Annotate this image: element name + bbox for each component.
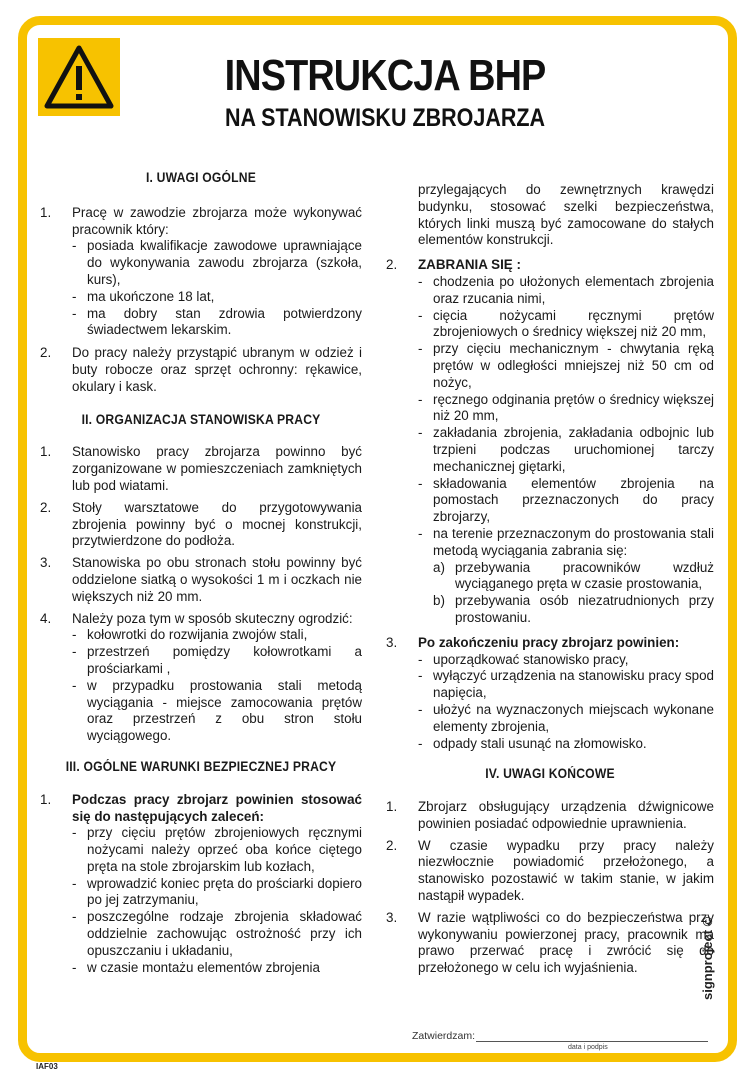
sub-item: - wyłączyć urządzenia na stanowisku pracy spod napięcia, (418, 668, 714, 701)
approve-label: Zatwierdzam: (412, 1030, 476, 1042)
list-item: 1. Pracę w zawodzie zbrojarza może wykonywać pracownik który: - posiada kwalifikacje zawodowe uprawniające do wykonywania zawodu zbrojarza (szkoła, kurs), - ma ukończone 18 lat, - ma dobry stan zdrowia potwierdzony świadectwem lekarskim. (40, 204, 362, 338)
right-column (386, 182, 714, 977)
letter-item: b) przebywania osób niezatrudnionych przy prostowaniu. (433, 593, 714, 625)
sub-item: - zakładania zbrojenia, zakładania odbojnic lub trzpieni podczas uruchomionej tarczy mechanicznej giętarki, (418, 425, 714, 474)
sign-code: IAF03 (36, 1062, 58, 1071)
sub-item: - przy cięciu mechanicznym - chwytania ręką prętów w odległości mniejszej niż 50 cm od nożyc, (418, 341, 714, 390)
section-heading: III. OGÓLNE WARUNKI BEZPIECZNEJ PRACY (65, 758, 337, 774)
sub-item: - posiada kwalifikacje zawodowe uprawniające do wykonywania zawodu zbrojarza (szkoła, kurs), (72, 238, 362, 287)
list-item: 2. Do pracy należy przystąpić ubranym w odzież i buty robocze oraz sprzęt ochronny: rękawice, okulary i kask. (40, 345, 362, 394)
sub-item: - w czasie montażu elementów zbrojenia (72, 959, 320, 975)
sub-item: - odpady stali usunąć na złomowisko. (418, 735, 647, 751)
list-item: 2. ZABRANIA SIĘ : - chodzenia po ułożonych elementach zbrojenia oraz rzucania nimi, - cięcia nożycami ręcznymi prętów zbrojeniowych o średnicy większej niż 20 mm, - przy cięciu mechanicznym - chwytania ręką prętów w odległości mniejszej niż 50 cm od nożyc, - ręcznego odginania prętów o średnicy większej niż 20 mm, - zakładania zbrojenia, zakładania odbojnic lub trzpieni podczas uruchomionej tarczy mechanicznej giętarki, - składowania elementów zbrojenia na pomostach przeznaczonych do pracy zbrojarzy, - na terenie przeznaczonym do prostowania stali metodą wyciągania zabrania się: a) przebywania pracowników wzdłuż wyciąganego pręta w czasie prostowania, b) przebywania osób niezatrudnionych przy prostowaniu. (386, 257, 714, 625)
list-item: 1. Stanowisko pracy zbrojarza powinno być zorganizowane w pomieszczeniach zamkniętych lub pod wiatami. (40, 444, 362, 493)
list-item: 2. Stoły warsztatowe do przygotowywania zbrojenia powinny być o mocnej konstrukcji, przytwierdzone do podłoża. (40, 499, 362, 549)
list-item: 4. Należy poza tym w sposób skuteczny ogrodzić: - kołowrotki do rozwijania zwojów stali, - przestrzeń pomiędzy kołowrotkami a prościarkami , - w przypadku prostowania stali metodą wyciągania - miejsce zamocowania prętów oraz przestrzeń z obu stron stołu wyciągowego. (40, 610, 362, 744)
brand-label: signproject © (700, 916, 715, 1000)
warning-triangle-icon (43, 42, 115, 112)
sub-item: - wprowadzić koniec pręta do prościarki dopiero po jej zatrzymaniu, (72, 875, 362, 908)
page-title: INSTRUKCJA BHP (224, 51, 546, 100)
list-item: 3. Po zakończeniu pracy zbrojarz powinien: - uporządkować stanowisko pracy, - wyłączyć urządzenia na stanowisku pracy spod napięcia, - ułożyć na wyznaczonych miejscach wykonane elementy zbrojenia, - odpady stali usunąć na złomowisko. (386, 634, 714, 751)
sub-item: - ręcznego odginania prętów o średnicy większej niż 20 mm, (418, 391, 714, 424)
letter-item: a) przebywania pracowników wzdłuż wyciąganego pręta w czasie prostowania, (433, 559, 714, 592)
list-item: 1. Podczas pracy zbrojarz powinien stosować się do następujących zaleceń: - przy cięciu prętów zbrojeniowych ręcznymi nożycami należy oprzeć oba końce ciętego pręta na stole zbrojarskim lub kozłach, - wprowadzić koniec pręta do prościarki dopiero po jej zatrzymaniu, - poszczególne rodzaje zbrojenia składować oddzielnie zachowując ostrożność przy ich opuszczaniu i układaniu, - w czasie montażu elementów zbrojenia (40, 791, 362, 975)
page-subtitle: NA STANOWISKU ZBROJARZA (224, 104, 546, 132)
approve-sub-label: data i podpis (568, 1044, 608, 1051)
sub-item: - na terenie przeznaczonym do prostowania stali metodą wyciągania zabrania się: (418, 525, 714, 558)
left-column (40, 170, 362, 976)
list-item: 3. Stanowiska po obu stronach stołu powinny być oddzielone siatką o wysokości 1 m i oczkach nie większych niż 20 mm. (40, 555, 362, 604)
sub-item: - kołowrotki do rozwijania zwojów stali, (72, 627, 308, 643)
sub-item: - uporządkować stanowisko pracy, (418, 651, 629, 667)
sub-item: - w przypadku prostowania stali metodą wyciągania - miejsce zamocowania prętów oraz przestrzeń z obu stron stołu wyciągowego. (72, 677, 362, 744)
section-heading: I. UWAGI OGÓLNE (145, 170, 257, 185)
list-item: 3. W razie wątpliwości co do bezpieczeństwa przy wykonywaniu powierzonej pracy, pracownik ma prawo przerwać pracę i zwrócić się do przełożonego w celu ich wyjaśnienia. (386, 909, 714, 976)
sub-item: - ma dobry stan zdrowia potwierdzony świadectwem lekarskim. (72, 305, 362, 338)
sub-item: - ma ukończone 18 lat, (72, 288, 215, 304)
section-heading: IV. UWAGI KOŃCOWE (485, 766, 615, 782)
sub-item: - przestrzeń pomiędzy kołowrotkami a prościarkami , (72, 644, 362, 676)
sub-item: - poszczególne rodzaje zbrojenia składować oddzielnie zachowując ostrożność przy ich opuszczaniu i układaniu, (72, 909, 362, 958)
list-item: 2. W czasie wypadku przy pracy należy niezwłocznie powiadomić przełożonego, a stanowisko pozostawić w takim stanie, w jakim nastąpił wypadek. (386, 837, 714, 904)
list-item: 1. Zbrojarz obsługujący urządzenia dźwignicowe powinien posiadać odpowiednie uprawnienia. (386, 799, 714, 831)
warning-box (38, 38, 120, 116)
sub-item: - przy cięciu prętów zbrojeniowych ręcznymi nożycami należy oprzeć oba końce ciętego pręta na stole zbrojarskim lub kozłach, (72, 825, 362, 874)
list-item: przylegających do zewnętrznych krawędzi budynku, stosować szelki bezpieczeństwa, których linki muszą być zamocowane do stałych elementów konstrukcji. (418, 182, 714, 248)
signature-line (476, 1041, 708, 1042)
sub-item: - składowania elementów zbrojenia na pomostach przeznaczonych do pracy zbrojarzy, (418, 475, 714, 525)
sub-item: - chodzenia po ułożonych elementach zbrojenia oraz rzucania nimi, (418, 273, 714, 306)
section-heading: II. ORGANIZACJA STANOWISKA PRACY (81, 411, 321, 427)
sub-item: - ułożyć na wyznaczonych miejscach wykonane elementy zbrojenia, (418, 701, 714, 734)
sub-item: - cięcia nożycami ręcznymi prętów zbrojeniowych o średnicy większej niż 20 mm, (418, 307, 714, 340)
